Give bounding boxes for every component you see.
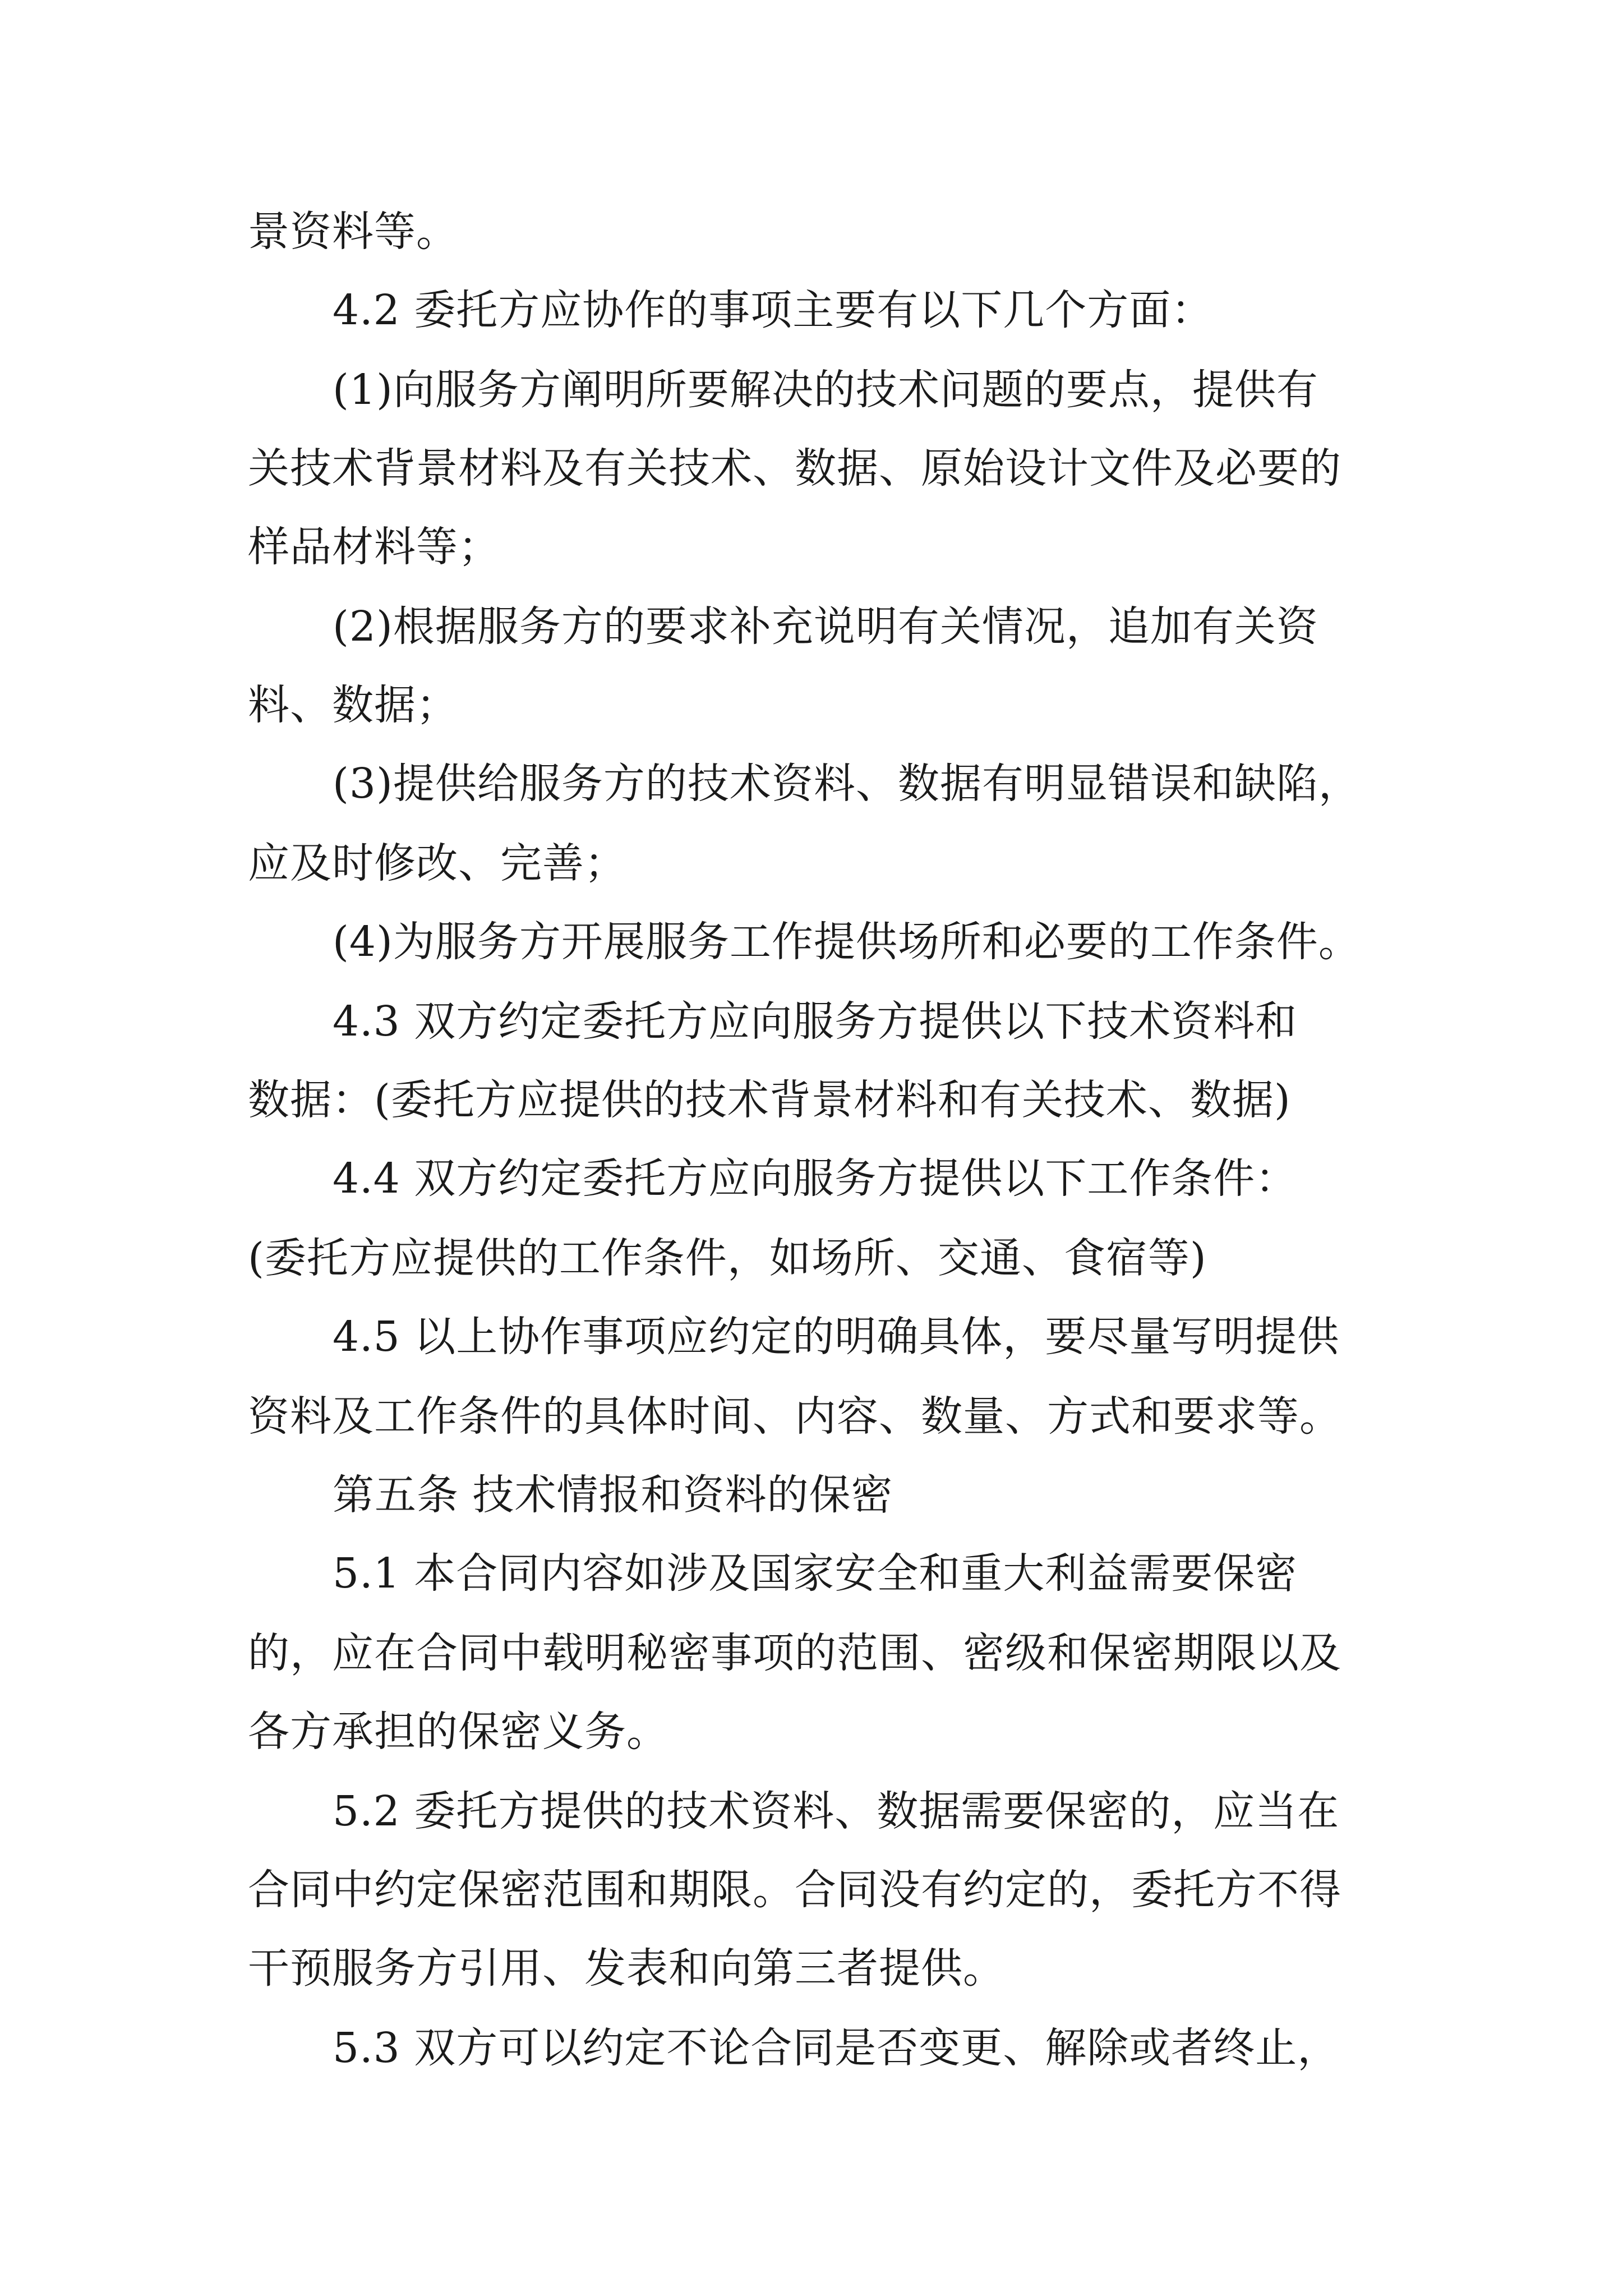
section-heading: 第五条 技术情报和资料的保密 [333, 1471, 893, 1519]
text-line: 各方承担的保密义务。 [248, 1708, 668, 1756]
text-line: 料、数据； [248, 681, 458, 729]
text-line: 5.2 委托方提供的技术资料、数据需要保密的，应当在 [333, 1787, 1340, 1835]
text-line: 合同中约定保密范围和期限。合同没有约定的，委托方不得 [248, 1866, 1341, 1914]
text-line: 4.5 以上协作事项应约定的明确具体，要尽量写明提供 [333, 1313, 1340, 1361]
text-line: 4.3 双方约定委托方应向服务方提供以下技术资料和 [333, 997, 1298, 1046]
text-line: 资料及工作条件的具体时间、内容、数量、方式和要求等。 [248, 1392, 1341, 1441]
text-line: 4.2 委托方应协作的事项主要有以下几个方面： [333, 286, 1214, 334]
text-line: 样品材料等； [248, 523, 500, 571]
text-line: 4.4 双方约定委托方应向服务方提供以下工作条件： [333, 1154, 1298, 1203]
text-line: (2)根据服务方的要求补充说明有关情况，追加有关资 [333, 602, 1318, 651]
text-line: (委托方应提供的工作条件，如场所、交通、食宿等) [248, 1234, 1207, 1282]
text-line: (3)提供给服务方的技术资料、数据有明显错误和缺陷， [333, 760, 1361, 808]
text-line: (4)为服务方开展服务工作提供场所和必要的工作条件。 [333, 918, 1361, 966]
text-line: 关技术背景材料及有关技术、数据、原始设计文件及必要的 [248, 444, 1341, 493]
text-line: 5.1 本合同内容如涉及国家安全和重大利益需要保密 [333, 1549, 1298, 1598]
text-line: 干预服务方引用、发表和向第三者提供。 [248, 1944, 1005, 1993]
text-line: 数据：(委托方应提供的技术背景材料和有关技术、数据) [248, 1076, 1291, 1124]
text-line: (1)向服务方阐明所要解决的技术问题的要点，提供有 [333, 366, 1318, 414]
text-line: 的，应在合同中载明秘密事项的范围、密级和保密期限以及 [248, 1629, 1341, 1677]
text-line: 5.3 双方可以约定不论合同是否变更、解除或者终止， [333, 2024, 1340, 2072]
text-line: 景资料等。 [248, 208, 458, 256]
text-line: 应及时修改、完善； [248, 839, 626, 887]
